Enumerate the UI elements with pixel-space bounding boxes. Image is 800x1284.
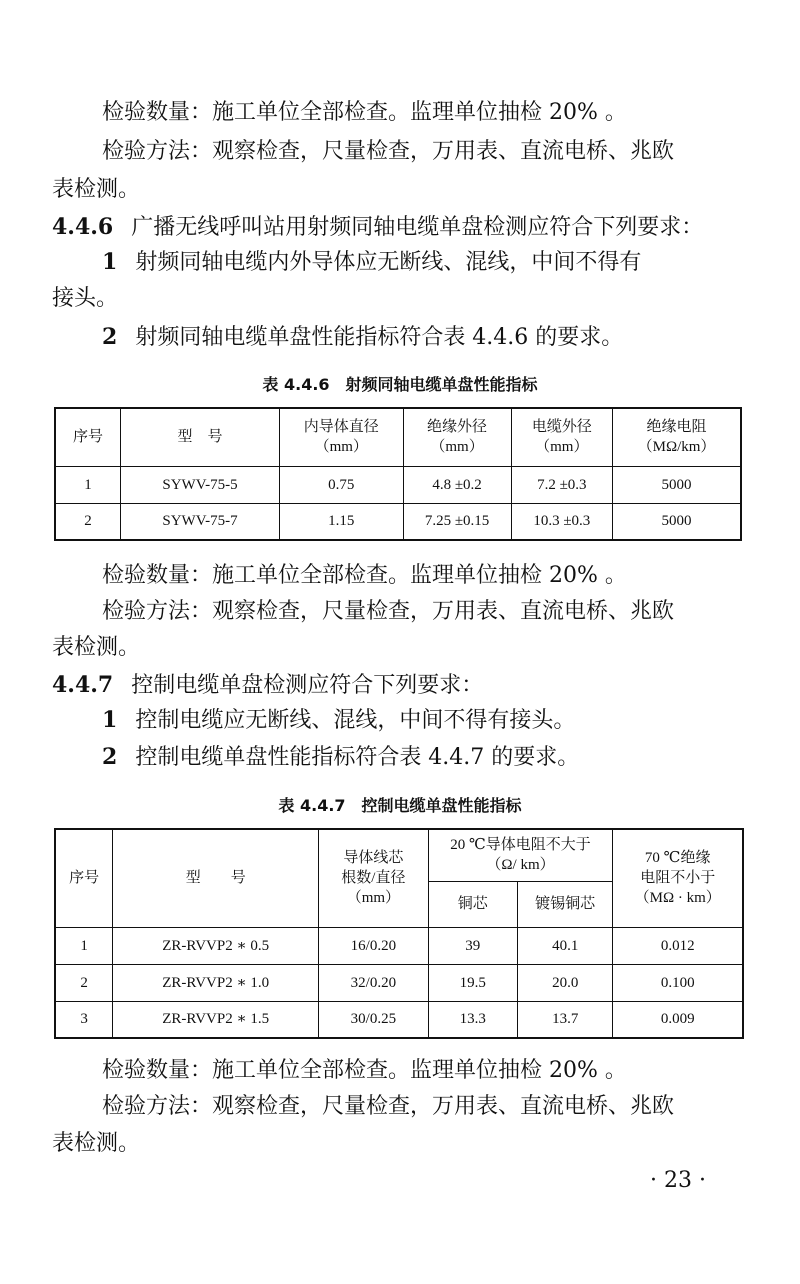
- table-row: [55, 964, 743, 1001]
- inspection-method: 检验方法：观察检查，尺量检查，万用表、直流电桥、兆欧: [102, 1094, 675, 1119]
- table-header-row: [55, 829, 743, 881]
- cell: 0.75: [280, 466, 404, 503]
- cell: SYWV-75-5: [121, 466, 280, 503]
- table-row: [55, 927, 743, 964]
- item-1: [102, 705, 575, 736]
- cell: 39: [428, 927, 517, 964]
- cell: 4.8 ±0.2: [403, 466, 511, 503]
- cell: 0.009: [613, 1001, 743, 1038]
- inspection-method: 检验方法：观察检查，尺量检查，万用表、直流电桥、兆欧: [102, 599, 675, 624]
- cell: 5000: [613, 466, 741, 503]
- cell: 1.15: [280, 503, 404, 540]
- inspection-method-cont: 表检测。: [52, 635, 141, 660]
- col-header: 导体线芯 根数/直径 （mm）: [319, 829, 428, 927]
- section-number: 4.4.6: [52, 214, 114, 240]
- col-header: 序号: [55, 829, 113, 927]
- table-title: 表 4.4.6 射频同轴电缆单盘性能指标: [262, 375, 538, 394]
- cell: ZR-RVVP2 ∗ 1.5: [113, 1001, 319, 1038]
- cell: ZR-RVVP2 ∗ 0.5: [113, 927, 319, 964]
- section-text: 控制电缆单盘检测应符合下列要求：: [131, 673, 484, 698]
- cell: 16/0.20: [319, 927, 428, 964]
- cell: 0.100: [613, 964, 743, 1001]
- cell: 20.0: [517, 964, 612, 1001]
- col-header: 绝缘外径 （mm）: [403, 408, 511, 466]
- col-header: 序号: [55, 408, 121, 466]
- item-number: 2: [102, 744, 118, 770]
- table-4-4-7: [54, 828, 744, 1039]
- col-header: 内导体直径 （mm）: [280, 408, 404, 466]
- cell: 10.3 ±0.3: [511, 503, 612, 540]
- cell: 13.3: [428, 1001, 517, 1038]
- col-header: 电缆外径 （mm）: [511, 408, 612, 466]
- cell: 5000: [613, 503, 741, 540]
- cell: 7.2 ±0.3: [511, 466, 612, 503]
- item-number: 1: [102, 249, 118, 275]
- item-text: 射频同轴电缆单盘性能指标符合表 4.4.6 的要求。: [135, 325, 624, 350]
- inspection-quantity: 检验数量：施工单位全部检查。监理单位抽检 20% 。: [102, 1058, 627, 1083]
- item-number: 2: [102, 324, 118, 350]
- inspection-method-cont: 表检测。: [52, 1131, 141, 1156]
- cell: 1: [55, 927, 113, 964]
- table-row: [55, 503, 741, 540]
- table-title: 表 4.4.7 控制电缆单盘性能指标: [278, 796, 522, 815]
- item-text: 控制电缆应无断线、混线，中间不得有接头。: [135, 708, 576, 733]
- section-text: 广播无线呼叫站用射频同轴电缆单盘检测应符合下列要求：: [131, 215, 704, 240]
- inspection-method-cont: 表检测。: [52, 177, 141, 202]
- section-number: 4.4.7: [52, 672, 114, 698]
- col-header: 型 号: [121, 408, 280, 466]
- table-4-4-6: [54, 407, 742, 541]
- item-number: 1: [102, 707, 118, 733]
- cell: 19.5: [428, 964, 517, 1001]
- page-number: · 23 ·: [650, 1168, 706, 1193]
- section-4-4-7: [52, 670, 483, 701]
- cell: 3: [55, 1001, 113, 1038]
- cell: 13.7: [517, 1001, 612, 1038]
- col-header: 铜芯: [428, 881, 517, 927]
- cell: 2: [55, 503, 121, 540]
- cell: 32/0.20: [319, 964, 428, 1001]
- cell: 30/0.25: [319, 1001, 428, 1038]
- col-header: 镀锡铜芯: [517, 881, 612, 927]
- item-1-cont: 接头。: [52, 286, 119, 311]
- item-1: [102, 247, 641, 278]
- cell: ZR-RVVP2 ∗ 1.0: [113, 964, 319, 1001]
- inspection-method: 检验方法：观察检查，尺量检查，万用表、直流电桥、兆欧: [102, 139, 675, 164]
- cell: 40.1: [517, 927, 612, 964]
- col-header: 型 号: [113, 829, 319, 927]
- cell: 0.012: [613, 927, 743, 964]
- table-row: [55, 1001, 743, 1038]
- cell: 2: [55, 964, 113, 1001]
- cell: 1: [55, 466, 121, 503]
- table-header-row: [55, 408, 741, 466]
- cell: 7.25 ±0.15: [403, 503, 511, 540]
- table-row: [55, 466, 741, 503]
- col-header: 70 ℃绝缘 电阻不小于 （MΩ · km）: [613, 829, 743, 927]
- inspection-quantity: 检验数量：施工单位全部检查。监理单位抽检 20% 。: [102, 563, 627, 588]
- item-text: 控制电缆单盘性能指标符合表 4.4.7 的要求。: [135, 745, 580, 770]
- item-2: [102, 322, 623, 353]
- item-text: 射频同轴电缆内外导体应无断线、混线，中间不得有: [135, 250, 642, 275]
- col-header: 20 ℃导体电阻不大于 （Ω/ km）: [428, 829, 613, 881]
- col-header: 绝缘电阻 （MΩ/km）: [613, 408, 741, 466]
- inspection-quantity: 检验数量：施工单位全部检查。监理单位抽检 20% 。: [102, 100, 627, 125]
- section-4-4-6: [52, 212, 703, 243]
- cell: SYWV-75-7: [121, 503, 280, 540]
- item-2: [102, 742, 579, 773]
